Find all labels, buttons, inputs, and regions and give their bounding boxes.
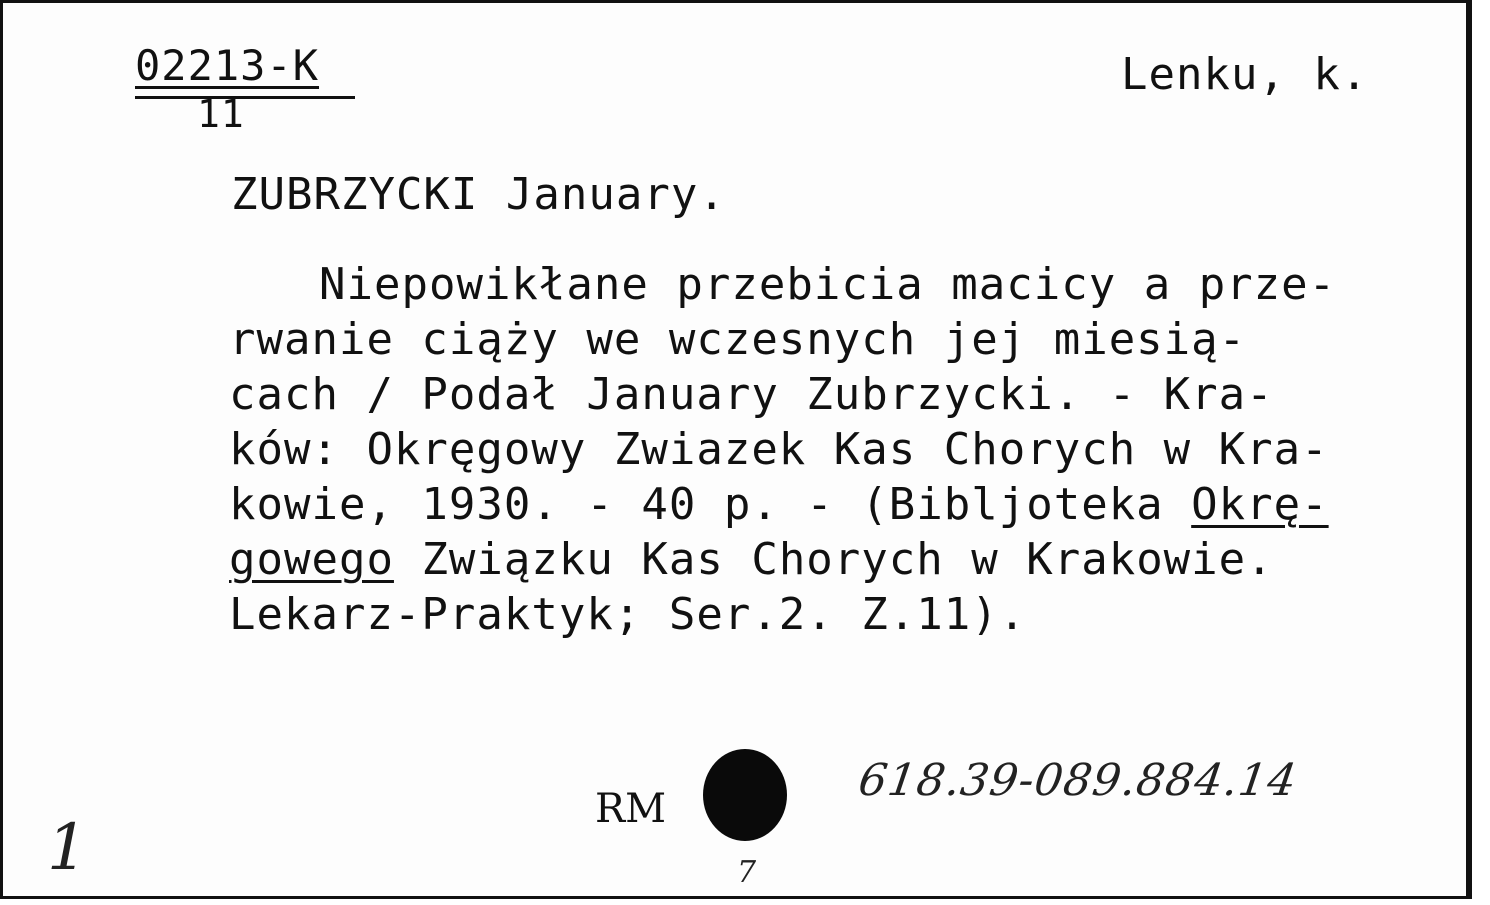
description-line: cach / Podał January Zubrzycki. - Kra-: [229, 369, 1274, 420]
call-number-sub: 11: [197, 92, 245, 136]
sequence-number: 1: [47, 811, 88, 885]
description-line-underlined: Okrę-: [1191, 479, 1329, 530]
description-line-underlined: gowego: [229, 534, 394, 585]
call-number: 02213-K: [135, 41, 320, 90]
description-line: [229, 532, 1336, 587]
description-line-part: kowie, 1930. - 40 p. - (Bibljoteka: [229, 479, 1192, 530]
rm-label: RM: [595, 786, 667, 832]
description-line-part: Związku Kas Chorych w Krakowie.: [393, 534, 1274, 585]
black-dot-stamp: [703, 749, 787, 841]
bibliographic-description: [229, 257, 1336, 642]
location-note: Lenku, k.: [1121, 49, 1369, 100]
copy-number: 7: [737, 855, 757, 890]
udc-classification: 618.39-089.884.14: [855, 755, 1301, 806]
description-line: [229, 477, 1336, 532]
call-number-divider: [135, 96, 355, 99]
author-heading: ZUBRZYCKI January.: [231, 169, 726, 220]
description-line: Niepowikłane przebicia macicy a prze-: [319, 259, 1337, 310]
description-line: rwanie ciąży we wczesnych jej miesią-: [229, 314, 1247, 365]
description-line: Lekarz-Praktyk; Ser.2. Z.11).: [229, 589, 1027, 640]
description-line: ków: Okręgowy Zwiazek Kas Chorych w Kra-: [229, 424, 1329, 475]
